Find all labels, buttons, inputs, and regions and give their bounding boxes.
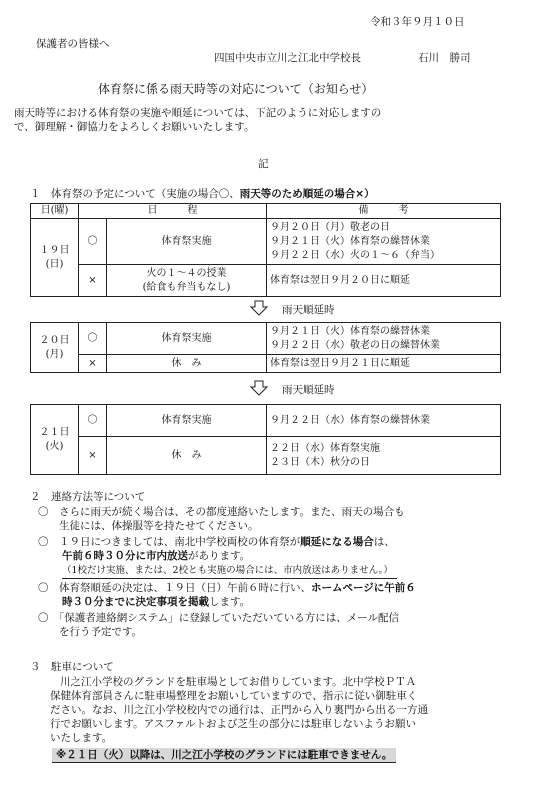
day1-notes-ng: 体育祭は翌日９月２０日に順延 <box>267 265 501 297</box>
recipient: 保護者の皆様へ <box>36 38 110 50</box>
s2-item3-line2 <box>62 595 250 609</box>
s2-item2-line1 <box>38 535 395 549</box>
schedule-table-1 <box>30 203 501 297</box>
s2-item2-bold-time: 午前６時３０分に市内放送 <box>62 550 188 562</box>
day3-date: ２１日 <box>39 426 70 438</box>
day1-mark-ok: 〇 <box>79 219 107 265</box>
day1-note-3: ９月２２日（水）火の１～６（弁当） <box>270 249 440 261</box>
day2-program-ng: 休 み <box>107 355 267 373</box>
intro-line-1: 雨天時等における体育祭の実施や順延については、下記のように対応しますの <box>14 107 382 119</box>
day1-note-2: ９月２１日（火）体育祭の繰替休業 <box>270 235 430 247</box>
s3-line3: ださい。なお、川之江小学校校内での通行は、正門から入り裏門から出る一方通 <box>50 704 428 716</box>
day1-program-ng <box>107 265 267 297</box>
day2-cell <box>31 323 79 373</box>
day2-note-1: ９月２１日（火）体育祭の繰替休業 <box>270 325 430 337</box>
day1-cell <box>31 219 79 297</box>
section1-heading-bold: 雨天等のため順延の場合×） <box>239 188 375 200</box>
s2-item3-text: 〇 体育祭順延の決定は、１９日（日）午前６時に行い、 <box>38 582 311 594</box>
col-header-date: 日(曜) <box>31 204 79 219</box>
section2-heading: ２ 連絡方法等について <box>30 491 146 503</box>
day3-weekday: (火) <box>45 440 64 452</box>
day2-program-ok: 体育祭実施 <box>107 323 267 355</box>
day3-program-ok: 体育祭実施 <box>107 405 267 437</box>
section1-heading <box>30 186 375 201</box>
ki-heading: 記 <box>258 158 269 170</box>
section1-heading-text: １ 体育祭の予定について（実施の場合〇、 <box>30 188 240 200</box>
sender-org: 四国中央市立川之江北中学校長 <box>214 52 361 64</box>
document-date: 令和３年９月１０日 <box>370 16 465 28</box>
s2-item3-bold: ホームページに午前６ <box>311 582 416 594</box>
day3-notes-ok: ９月２２日（水）体育祭の繰替休業 <box>267 405 501 437</box>
day3-note-2: ２３日（木）秋分の日 <box>270 456 370 468</box>
down-arrow-icon <box>250 380 268 399</box>
day2-mark-ng: × <box>79 355 107 373</box>
s2-item3-line1 <box>38 581 416 595</box>
day1-weekday: (日) <box>45 258 64 270</box>
s3-line4: 行でお願いします。アスファルトおよび芝生の部分には駐車しないようお願い <box>50 718 417 730</box>
day1-date: １９日 <box>39 244 70 256</box>
s2-item3-text-tail: します。 <box>209 596 251 608</box>
day2-notes-ng: 体育祭は翌日９月２１日に順延 <box>267 355 501 373</box>
sender-name: 石川 勝司 <box>418 52 471 64</box>
col-header-notes: 備 考 <box>267 204 501 219</box>
day3-note-1: ２２日（水）体育祭実施 <box>270 442 380 454</box>
day2-weekday: (月) <box>45 348 64 360</box>
schedule-table-3 <box>30 404 501 475</box>
schedule-table-2 <box>30 322 501 373</box>
day1-mark-ng: × <box>79 265 107 297</box>
s2-item1-line1: 〇 さらに雨天が続く場合は、その都度連絡いたします。また、雨天の場合も <box>38 506 405 518</box>
s3-line5: いたします。 <box>50 732 113 744</box>
section3-heading: ３ 駐車について <box>30 661 114 673</box>
s3-parking-notice: ※２１日（火）以降は、川之江小学校のグランドには駐車できません。 <box>52 748 396 763</box>
day3-cell <box>31 405 79 475</box>
day1-program-ng-line2: (給食も弁当もなし) <box>142 281 231 293</box>
s2-item2-text: 〇 １９日につきましては、南北中学校両校の体育祭が <box>38 536 301 548</box>
document-title: 体育祭に係る雨天時等の対応について（お知らせ） <box>98 82 374 96</box>
day3-notes-ng <box>267 437 501 475</box>
intro-line-2: で、御理解・御協力をよろしくお願いいたします。 <box>14 121 255 133</box>
s2-item2-text-tail: があります。 <box>188 550 251 562</box>
day2-date: ２０日 <box>39 334 70 346</box>
day1-note-1: ９月２０日（月）敬老の日 <box>270 221 390 233</box>
day1-program-ok: 体育祭実施 <box>107 219 267 265</box>
s2-item2-text-end: は、 <box>373 536 395 548</box>
day1-program-ng-line1: 火の１～４の授業 <box>146 267 227 279</box>
s2-item3-bold-2: 時３０分までに決定事項を掲載 <box>62 596 209 608</box>
down-arrow-icon <box>250 300 268 319</box>
day2-notes-ok <box>267 323 501 355</box>
day1-notes-ok <box>267 219 501 265</box>
day2-note-2: ９月２２日（水）敬老の日の繰替休業 <box>270 339 440 351</box>
s2-item4-line1: 〇 「保護者連絡網システム」に登録していただいている方には、メール配信 <box>38 612 399 624</box>
s3-line2: 保健体育部員さんに駐車場整理をお願いしていますので、指示に従い御駐車く <box>50 690 418 702</box>
day3-program-ng: 休 み <box>107 437 267 475</box>
col-header-program: 日 程 <box>79 204 267 219</box>
day2-mark-ok: 〇 <box>79 323 107 355</box>
arrow2-label: 雨天順延時 <box>282 384 335 396</box>
s3-line1: 川之江小学校のグランドを駐車場としてお借りしています。北中学校ＰＴＡ <box>60 676 417 688</box>
s2-item2-line2 <box>62 549 250 563</box>
day3-mark-ok: 〇 <box>79 405 107 437</box>
s2-item2-bold: 順延になる場合 <box>300 536 374 548</box>
s2-item4-line2: を行う予定です。 <box>38 626 143 638</box>
arrow1-label: 雨天順延時 <box>282 304 335 316</box>
day3-mark-ng: × <box>79 437 107 475</box>
s2-item1-line2: 生徒には、体操服等を持たせてください。 <box>38 520 259 532</box>
s2-item2-note: （1校だけ実施、または、2校とも実施の場合には、市内放送はありません。） <box>62 564 397 579</box>
